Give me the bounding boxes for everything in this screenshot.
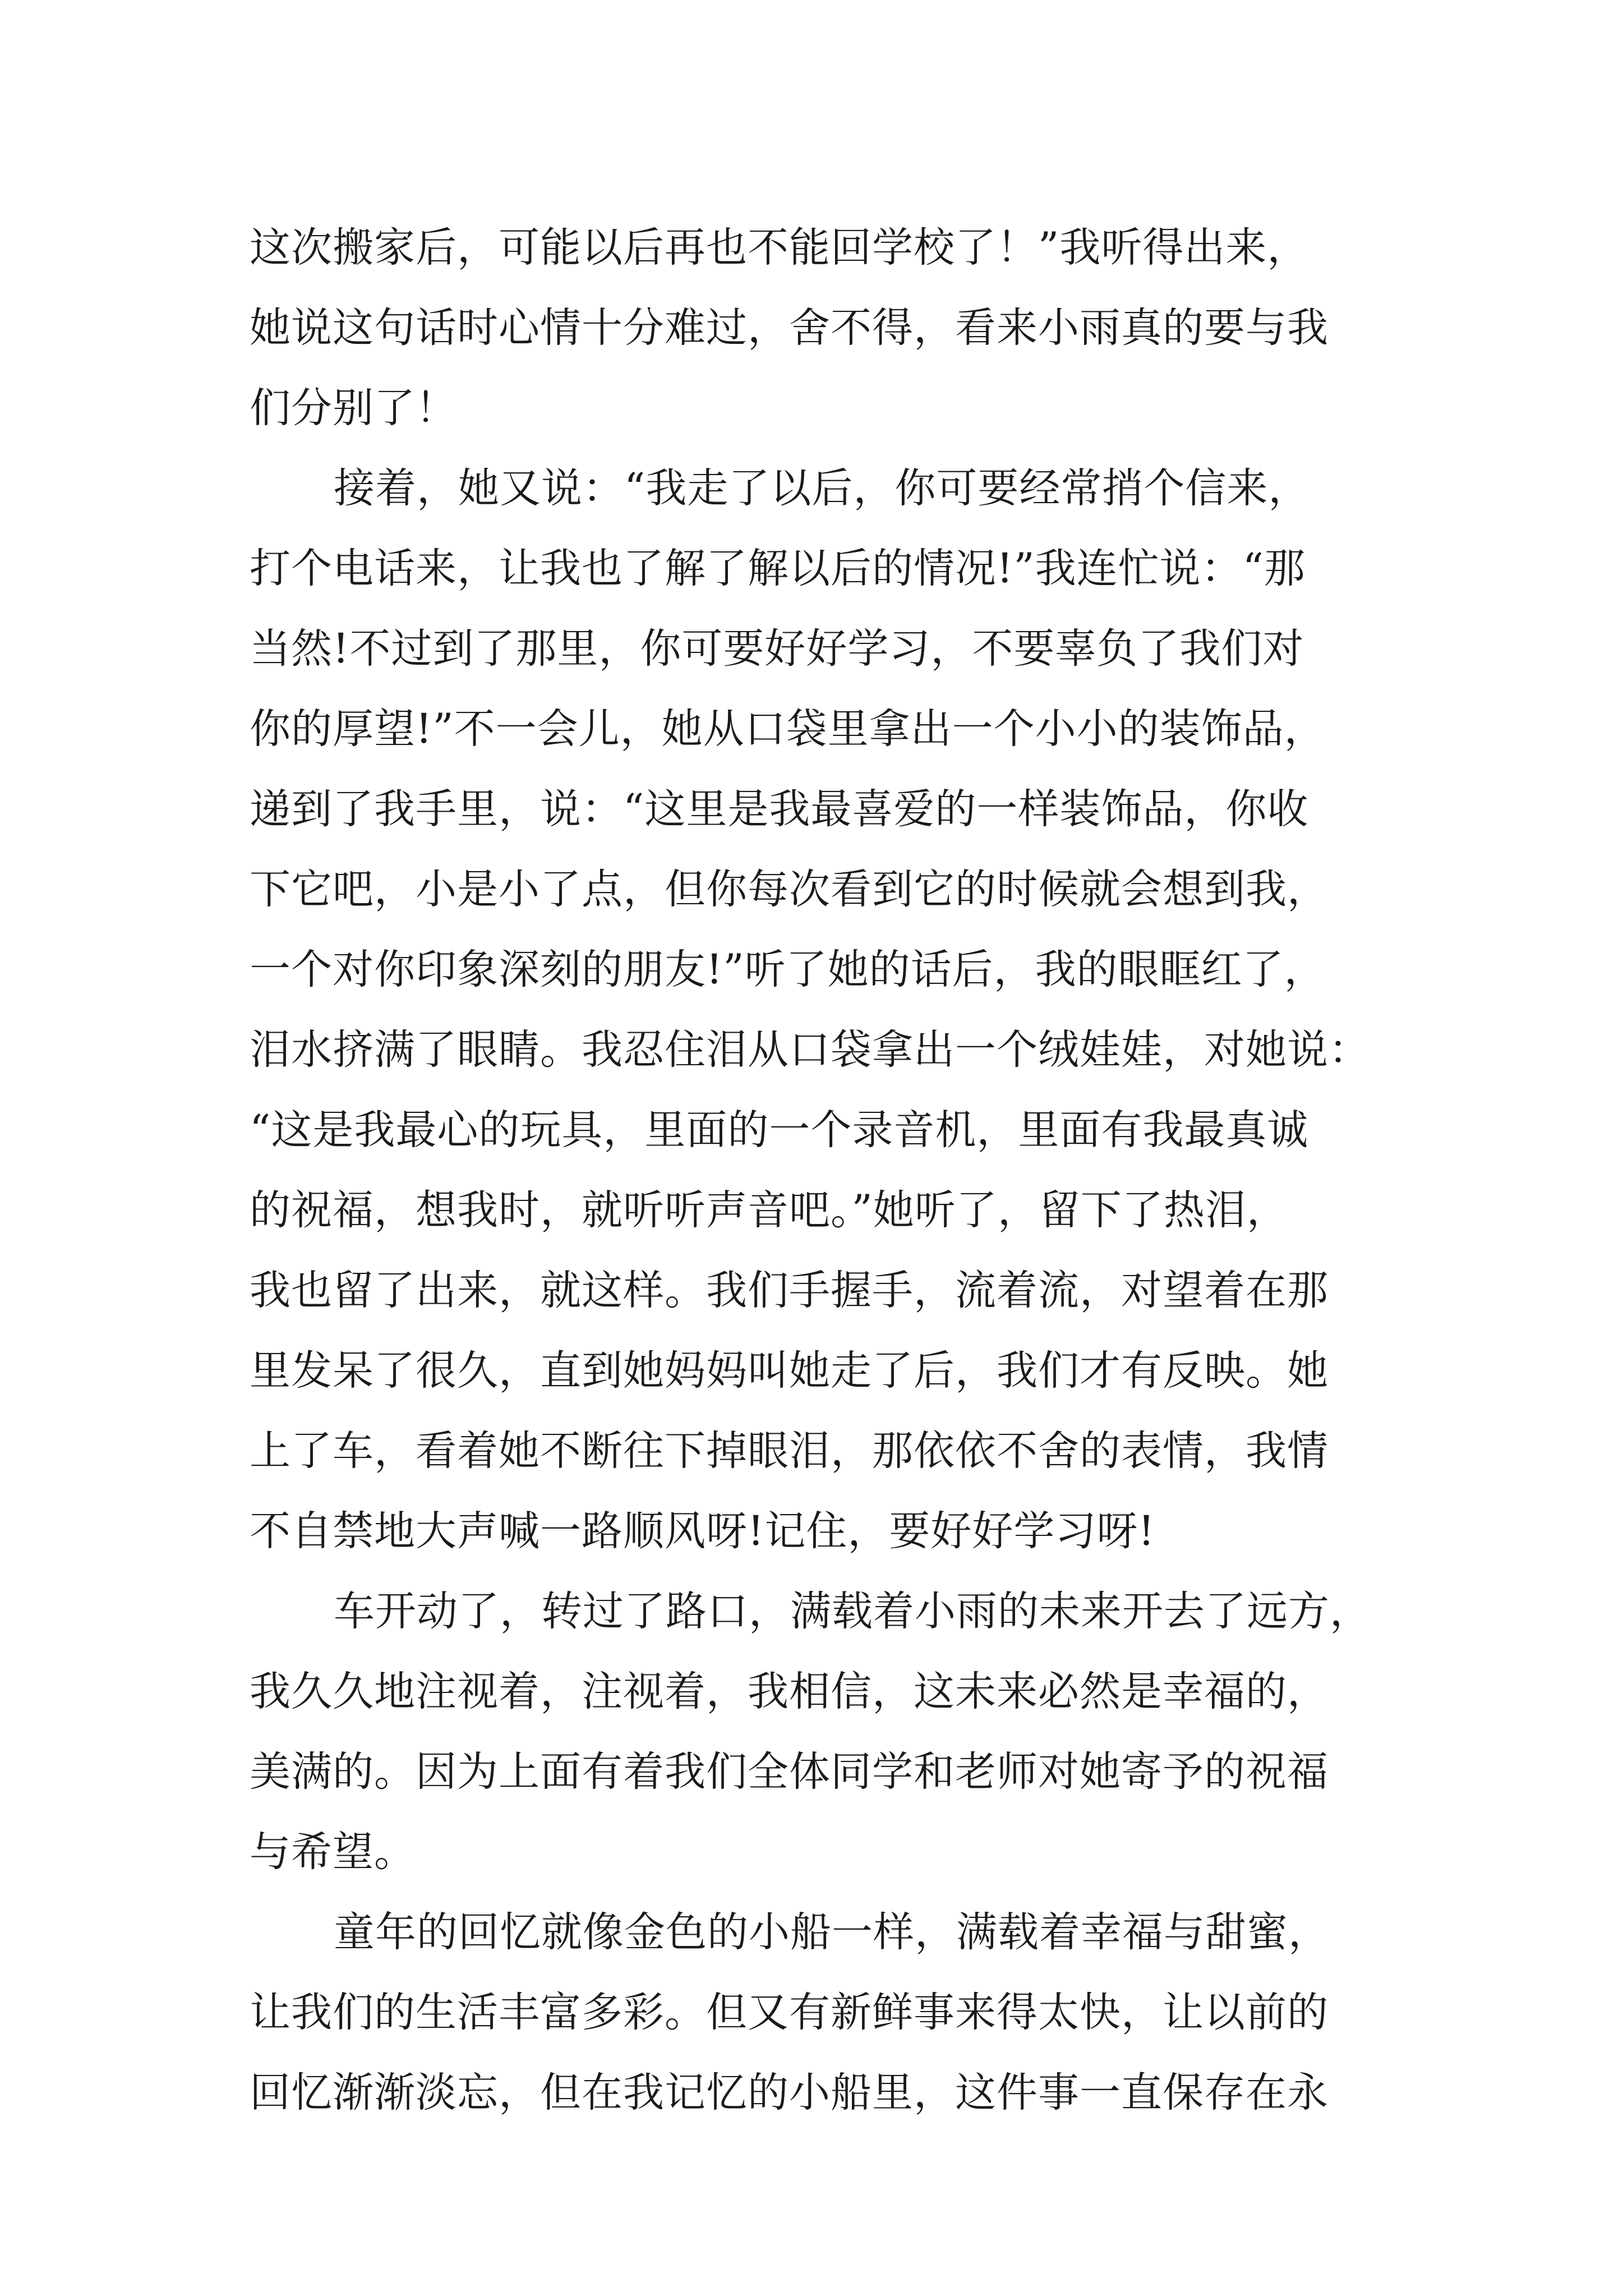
text-line: 里发呆了很久，直到她妈妈叫她走了后，我们才有反映。她 <box>250 1347 1329 1395</box>
text-line: 递到了我手里，说：“这里是我最喜爱的一样装饰品，你收 <box>250 785 1309 833</box>
text-line: “这是我最心的玩具，里面的一个录音机，里面有我最真诚 <box>250 1106 1309 1154</box>
text-line: 这次搬家后，可能以后再也不能回学校了！”我听得出来， <box>250 224 1309 272</box>
body-text <box>250 208 1394 2133</box>
text-line: 泪水挤满了眼睛。我忍住泪从口袋拿出一个绒娃娃，对她说： <box>250 1026 1370 1074</box>
text-line: 车开动了，转过了路口，满载着小雨的未来开去了远方， <box>334 1588 1371 1635</box>
text-line: 接着，她又说：“我走了以后，你可要经常捎个信来， <box>334 464 1310 512</box>
text-line: 不自禁地大声喊一路顺风呀!记住，要好好学习呀! <box>250 1507 1155 1555</box>
text-line: 美满的。因为上面有着我们全体同学和老师对她寄予的祝福 <box>250 1748 1329 1796</box>
text-line: 我也留了出来，就这样。我们手握手，流着流，对望着在那 <box>250 1267 1329 1314</box>
text-line: 打个电话来，让我也了解了解以后的情况!”我连忙说：“那 <box>250 545 1306 592</box>
text-line: 回忆渐渐淡忘，但在我记忆的小船里，这件事一直保存在永 <box>250 2069 1329 2116</box>
text-line: 当然!不过到了那里，你可要好好学习，不要辜负了我们对 <box>250 625 1304 673</box>
text-line: 一个对你印象深刻的朋友!”听了她的话后，我的眼眶红了， <box>250 946 1326 993</box>
text-line: 上了车，看着她不断往下掉眼泪，那依依不舍的表情，我情 <box>250 1427 1329 1475</box>
text-line: 与希望。 <box>250 1828 416 1876</box>
text-line: 下它吧，小是小了点，但你每次看到它的时候就会想到我， <box>250 866 1329 913</box>
text-line: 的祝福，想我时，就听听声音吧。”她听了，留下了热泪， <box>250 1186 1288 1234</box>
text-line: 她说这句话时心情十分难过，舍不得，看来小雨真的要与我 <box>250 304 1329 352</box>
text-line: 你的厚望!”不一会儿，她从口袋里拿出一个小小的装饰品， <box>250 705 1326 753</box>
text-line: 们分别了！ <box>250 384 457 432</box>
text-line: 我久久地注视着，注视着，我相信，这未来必然是幸福的， <box>250 1668 1329 1715</box>
text-line: 让我们的生活丰富多彩。但又有新鲜事来得太快，让以前的 <box>250 1989 1329 2036</box>
text-line: 童年的回忆就像金色的小船一样，满载着幸福与甜蜜， <box>334 1908 1330 1956</box>
